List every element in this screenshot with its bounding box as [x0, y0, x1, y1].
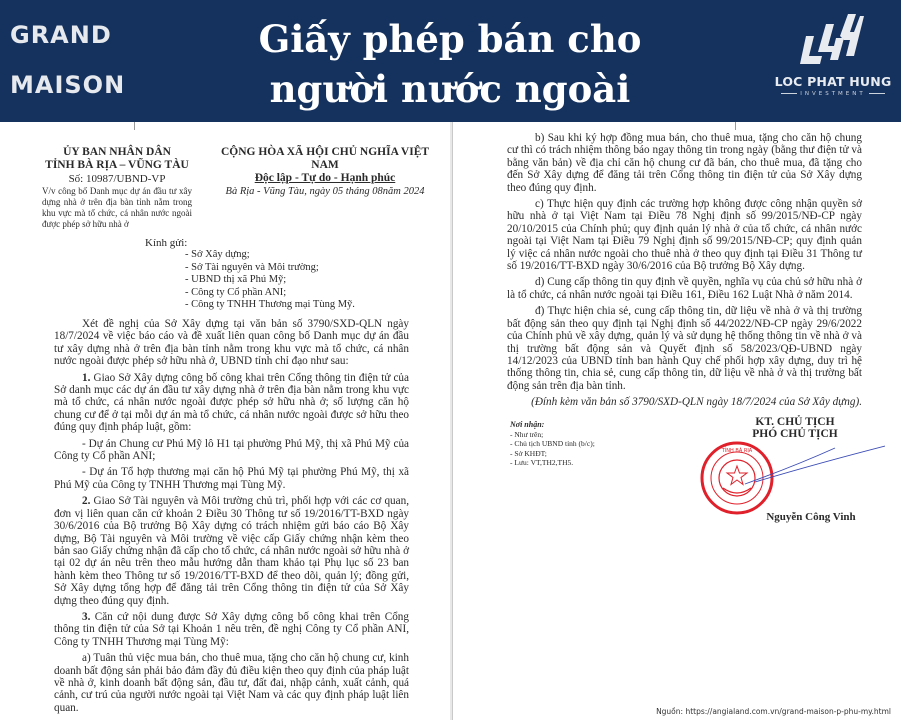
intro-paragraph: Xét đề nghị của Sở Xây dựng tại văn bản số 3790/SXD-QLN ngày 18/7/2024 về việc báo cáo và đề xuất liên quan công bố Danh mục dự án đầu tư xây dựng nhà ở trên địa bàn tỉnh nằm trong khu vực mà tổ chức, cá nhân nước ngoài được phép sở hữu nhà ở, UBND tỉnh chỉ đạo như sau:: [54, 318, 409, 368]
item-3a: a) Tuân thủ việc mua bán, cho thuê mua, tặng cho căn hộ chung cư, kinh doanh bất động sản phải bảo đảm đầy đủ điều kiện theo quy định của pháp luật về nhà ở, kinh doanh bất động sản, đầu tư, đất đai, nhập cảnh, xuất cảnh, quá cảnh, cư trú của người nước ngoài tại Việt Nam và các quy định pháp luật liên quan.: [54, 652, 409, 714]
document-page-1: [0, 122, 450, 720]
document-body-part2: [507, 132, 862, 413]
item-3: [54, 611, 409, 648]
source-credit: Nguồn: https://angialand.com.vn/grand-maison-p-phu-my.html: [656, 707, 891, 716]
header-banner: [0, 0, 901, 122]
item-3-text: Căn cứ nội dung được Sở Xây dựng công bố công khai trên Cổng thông tin điện tử của Sở tại Khoản 1 nêu trên, đề nghị Công ty Cổ phần ANI, Công ty TNHH Thương mại Tùng Mỹ:: [54, 610, 409, 648]
greeting: Kính gửi:: [145, 237, 188, 249]
distribution-item: - Chủ tịch UBND tỉnh (b/c);: [510, 439, 595, 449]
recipient-item: - Công ty Cổ phần ANI;: [185, 286, 287, 298]
recipient-list: [185, 249, 355, 312]
distribution-list: [510, 420, 680, 468]
brand-line1: GRAND: [10, 21, 112, 49]
item-3d: d) Cung cấp thông tin quy định về quyền, nghĩa vụ của chủ sở hữu nhà ở là tổ chức, cá nhân nước ngoài tại Điều 161, Điều 162 Luật Nhà ở năm 2014.: [507, 276, 862, 301]
item-1-number: 1.: [82, 371, 91, 384]
item-2: [54, 495, 409, 607]
attachment-note: (Đính kèm văn bản số 3790/SXD-QLN ngày 18/7/2024 của Sở Xây dựng).: [531, 396, 862, 409]
item-2-number: 2.: [82, 495, 91, 508]
loc-phat-hung-logo-icon: [798, 14, 864, 66]
item-3dd: đ) Thực hiện chia sẻ, cung cấp thông tin, dữ liệu về nhà ở và thị trường bất động sản theo quy định tại Nghị định số 44/2022/NĐ-CP ngày 29/6/2022 của Chính phủ về xây dựng, quản lý và sử dụng hệ thống thông tin về nhà ở và thị trường bất động sản và Quyết định số 58/2023/QĐ-UBND ngày 14/12/2023 của UBND tỉnh ban hành Quy chế phối hợp xây dựng, duy trì hệ thống thông tin, chia sẻ, cung cấp thông tin, dữ liệu về nhà ở và thị trường bất động sản trên địa bàn tỉnh.: [507, 305, 862, 392]
national-header: [210, 146, 440, 198]
item-2-text: Giao Sở Tài nguyên và Môi trường chủ trì, phối hợp với các cơ quan, đơn vị liên quan căn cứ khoản 2 Điều 30 Thông tư số 19/2016/TT-BXD ngày 30/6/2016 của Bộ trưởng Bộ Xây dựng có trách nhiệm gửi báo cáo Bộ Xây dựng, Bộ Tài nguyên và Môi trường về việc cấp Giấy chứng nhận kèm theo bản sao Giấy chứng nhận đã cấp cho tổ chức, cá nhân nước ngoài sở hữu nhà ở tại 02 dự án nêu trên theo mẫu hướng dẫn tham khảo tại Phụ lục số 23 ban hành kèm theo Thông tư số 19/2016/TT-BXD để theo dõi, quản lý; đồng gửi, Sở Xây dựng tổng hợp để đăng tải trên Cổng thông tin điện tử của Sở Xây dựng theo đúng quy định.: [54, 495, 409, 607]
item-1: [54, 372, 409, 434]
distribution-item: - Lưu: VT,TH2,TH5.: [510, 458, 574, 468]
project-2: - Dự án Tổ hợp thương mại căn hộ Phú Mỹ tại phường Phú Mỹ, thị xã Phú Mỹ của Công ty TNHH Thương mại Tùng Mỹ.: [54, 466, 409, 491]
nation-title: CỘNG HÒA XÃ HỘI CHỦ NGHĨA VIỆT NAM: [220, 146, 430, 171]
distribution-item: - Như trên;: [510, 429, 544, 439]
svg-text:TỈNH BÀ RỊA: TỈNH BÀ RỊA: [721, 448, 753, 454]
document-subject: V/v công bố Danh mục dự án đầu tư xây dựng nhà ở trên địa bàn tỉnh nằm trong khu vực mà tổ chức, cá nhân nước ngoài được phép sở hữu nhà ở: [42, 186, 192, 229]
recipient-item: - Sở Xây dựng;: [185, 249, 250, 260]
signer-role-1: KT. CHỦ TỊCH: [755, 416, 835, 428]
logo-name: LOC PHAT HUNG: [774, 74, 892, 89]
national-motto: Độc lập - Tự do - Hạnh phúc: [254, 172, 396, 184]
title-line1: Giấy phép bán cho: [258, 17, 642, 61]
issue-date: Bà Rịa - Vũng Tàu, ngày 05 tháng 08năm 2024: [225, 186, 425, 197]
distribution-item: - Sở KHĐT;: [510, 448, 547, 458]
brand-wordmark: [10, 10, 125, 110]
document-body-part1: [54, 318, 409, 718]
document-number: Số: 10987/UBND-VP: [68, 173, 166, 185]
handwritten-signature-icon: [735, 426, 885, 486]
page-title: [200, 14, 700, 114]
recipient-item: - Sở Tài nguyên và Môi trường;: [185, 261, 319, 273]
issuer-line1: ỦY BAN NHÂN DÂN: [63, 146, 171, 158]
recipient-item: - UBND thị xã Phú Mỹ;: [185, 274, 287, 286]
signer-role-2: PHÓ CHỦ TỊCH: [752, 428, 838, 440]
document-page-2: [452, 122, 901, 720]
item-3b: b) Sau khi ký hợp đồng mua bán, cho thuê mua, tặng cho căn hộ chung cư thì có trách nhiệm thông báo ngay thông tin trong ngày (bằng thư điện tử và bằng văn bản) về địa chỉ căn hộ chung cư đã bán, cho thuê mua, đã tặng cho đến Sở Xây dựng để đăng tải trên Cổng thông tin điện tử của Sở Xây dựng theo đúng quy định.: [507, 132, 862, 194]
logo-subtitle: INVESTMENT: [768, 91, 898, 97]
signer-name: Nguyễn Công Vinh: [766, 511, 856, 523]
issuer-line2: TỈNH BÀ RỊA – VŨNG TÀU: [45, 159, 189, 171]
brand-line2: MAISON: [10, 71, 126, 99]
item-3-number: 3.: [82, 610, 91, 623]
fold-mark: [134, 122, 135, 130]
issuer-header: [42, 146, 192, 230]
recipient-item: - Công ty TNHH Thương mại Tùng Mỹ.: [185, 299, 355, 311]
company-logo: [768, 14, 898, 109]
signature-block: [715, 416, 875, 523]
project-1: - Dự án Chung cư Phú Mỹ lô H1 tại phường Phú Mỹ, thị xã Phú Mỹ của Công ty Cổ phần ANI;: [54, 437, 409, 463]
fold-mark: [735, 122, 736, 130]
item-1-text: Giao Sở Xây dựng công bố công khai trên Cổng thông tin điện tử của Sở danh mục các dự án đầu tư xây dựng nhà ở trên địa bàn nằm trong khu vực mà tổ chức, cá nhân nước ngoài được phép sở hữu nhà ở; số lượng căn hộ chung cư để ở tại mỗi dự án mà tổ chức, cá nhân nước ngoài được sở hữu theo đúng quy định pháp luật, gồm:: [54, 371, 409, 434]
item-3c: c) Thực hiện quy định các trường hợp không được công nhận quyền sở hữu nhà ở tại Việt Nam tại Điều 78 Nghị định số 99/2015/NĐ-CP ngày 20/10/2015 của Chính phủ; quy định quản lý nhà ở của tổ chức, cá nhân nước ngoài tại Việt Nam tại Điều 79 Nghị định số 99/2015/NĐ-CP; quy định quản lý việc cá nhân nước ngoài cho thuê nhà ở theo quy định tại Điều 31 Thông tư số 19/2016/TT-BXD ngày 30/6/2016 của Bộ trưởng Bộ Xây dựng.: [507, 198, 862, 273]
distribution-label: Nơi nhận:: [510, 420, 545, 429]
title-line2: người nước ngoài: [269, 67, 631, 111]
